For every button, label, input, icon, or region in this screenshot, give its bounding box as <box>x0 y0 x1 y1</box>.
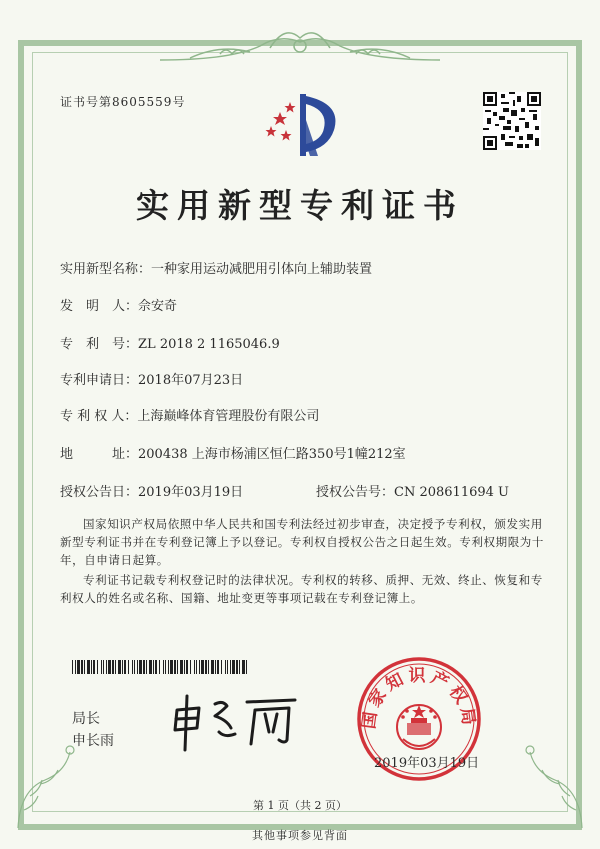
field-label: 专 利 权 人： <box>60 409 138 424</box>
field-value: 佘安奇 <box>138 299 178 314</box>
barcode-icon <box>72 660 247 674</box>
certificate-title: 实用新型专利证书 <box>136 186 464 225</box>
field-label: 授权公告号： <box>316 485 395 500</box>
certificate-number: 证书号第8605559号 <box>60 95 186 109</box>
field-value: CN 208611694 U <box>394 485 509 500</box>
field-label: 地 址： <box>60 447 139 462</box>
body-paragraph-2: 专利证书记载专利权登记时的法律状况。专利权的转移、质押、无效、终止、恢复和专利权人的姓名或名称、国籍、地址变更等事项记载在专利登记簿上。 <box>60 573 543 605</box>
field-label: 专 利 号： <box>60 337 139 352</box>
field-value: 2018年07月23日 <box>138 373 244 388</box>
field-value: 上海巅峰体育管理股份有限公司 <box>137 409 320 424</box>
corner-ornament-bottom-left <box>10 740 80 830</box>
qr-code-icon <box>483 92 541 150</box>
field-value: 200438 上海市杨浦区恒仁路350号1幢212室 <box>138 447 406 462</box>
top-ornament <box>160 24 440 66</box>
page-number: 第 1 页（共 2 页） <box>253 799 347 812</box>
back-note: 其他事项参见背面 <box>252 829 348 842</box>
field-value: 一种家用运动减肥用引体向上辅助装置 <box>151 262 373 277</box>
field-label: 发 明 人： <box>60 299 139 314</box>
national-emblem-icon <box>397 705 441 749</box>
field-label: 专利申请日： <box>60 373 139 388</box>
director-name: 申长雨 <box>72 733 114 749</box>
field-label: 实用新型名称： <box>60 262 152 277</box>
field-patentee <box>60 405 319 424</box>
corner-ornament-bottom-right <box>520 740 590 830</box>
director-title: 局长 <box>72 711 100 727</box>
field-value: ZL 2018 2 1165046.9 <box>138 337 280 352</box>
field-patent-number <box>60 333 280 352</box>
field-value: 2019年03月19日 <box>138 485 244 500</box>
director-signature <box>165 692 305 752</box>
seal-date: 2019年03月19日 <box>374 756 480 771</box>
field-grant-date <box>60 481 243 500</box>
seal-text: 国家知识产权局 <box>359 666 479 731</box>
body-paragraph-1: 国家知识产权局依照中华人民共和国专利法经过初步审查，决定授予专利权，颁发实用新型专利证书并在专利登记簿上予以登记。专利权自授权公告之日起生效。专利权期限为十年，自申请日起算。 <box>60 517 544 567</box>
field-inventor <box>60 295 177 314</box>
field-utility-model-name <box>60 258 372 277</box>
cnipa-logo-icon <box>262 90 344 160</box>
field-label: 授权公告日： <box>60 485 139 500</box>
field-address <box>60 443 406 462</box>
field-grant-number <box>316 481 509 500</box>
field-filing-date <box>60 369 243 388</box>
